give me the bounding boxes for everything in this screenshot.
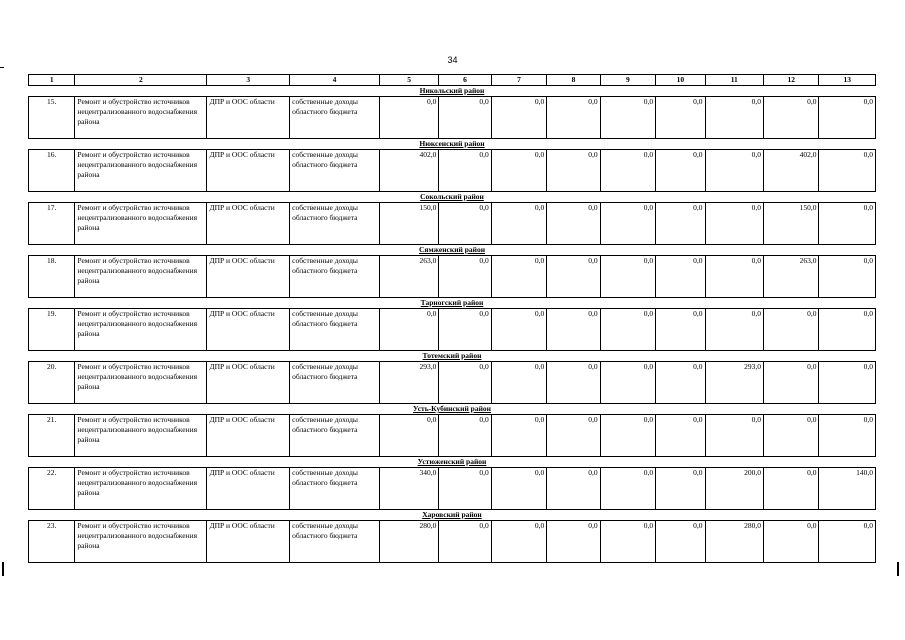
executor-cell: ДПР и ООС области (207, 468, 290, 510)
amount-cell: 293,0 (705, 362, 763, 404)
table-row (29, 309, 876, 351)
amount-cell: 0,0 (819, 415, 876, 457)
amount-cell: 150,0 (763, 203, 818, 245)
amount-cell: 293,0 (379, 362, 438, 404)
district-name: Нюксенский район (29, 139, 876, 150)
row-number: 19. (29, 309, 75, 351)
amount-cell: 0,0 (705, 256, 763, 298)
executor-cell: ДПР и ООС области (207, 362, 290, 404)
amount-cell: 0,0 (491, 362, 546, 404)
table-row (29, 97, 876, 139)
table-row (29, 521, 876, 563)
district-name: Тарногский район (29, 298, 876, 309)
amount-cell: 0,0 (379, 309, 438, 351)
funding-source-cell: собственные доходы областного бюджета (290, 362, 380, 404)
column-number: 13 (819, 75, 876, 86)
amount-cell: 140,0 (819, 468, 876, 510)
district-name: Тотемский район (29, 351, 876, 362)
amount-cell: 280,0 (705, 521, 763, 563)
column-number: 12 (763, 75, 818, 86)
amount-cell: 0,0 (547, 415, 600, 457)
funding-source-cell: собственные доходы областного бюджета (290, 468, 380, 510)
column-number: 1 (29, 75, 75, 86)
funding-source-cell: собственные доходы областного бюджета (290, 521, 380, 563)
amount-cell: 0,0 (819, 203, 876, 245)
scan-edge-mark (2, 562, 4, 576)
amount-cell: 263,0 (763, 256, 818, 298)
executor-cell: ДПР и ООС области (207, 97, 290, 139)
amount-cell: 402,0 (379, 150, 438, 192)
amount-cell: 0,0 (600, 309, 655, 351)
row-number: 16. (29, 150, 75, 192)
amount-cell: 0,0 (600, 256, 655, 298)
amount-cell: 0,0 (656, 150, 705, 192)
district-name: Никольский район (29, 86, 876, 97)
scan-edge-mark (897, 562, 899, 576)
amount-cell: 0,0 (600, 521, 655, 563)
amount-cell: 0,0 (491, 415, 546, 457)
district-header-row (29, 404, 876, 415)
action-cell: Ремонт и обустройство источников нецентрализованного водоснабжения района (75, 150, 207, 192)
row-number: 18. (29, 256, 75, 298)
district-header-row (29, 86, 876, 97)
page-number: 34 (447, 55, 458, 65)
amount-cell: 340,0 (379, 468, 438, 510)
amount-cell: 0,0 (547, 468, 600, 510)
amount-cell: 0,0 (600, 203, 655, 245)
executor-cell: ДПР и ООС области (207, 521, 290, 563)
amount-cell: 0,0 (600, 97, 655, 139)
amount-cell: 0,0 (547, 150, 600, 192)
row-number: 20. (29, 362, 75, 404)
column-number: 8 (547, 75, 600, 86)
amount-cell: 0,0 (656, 309, 705, 351)
amount-cell: 0,0 (705, 150, 763, 192)
amount-cell: 280,0 (379, 521, 438, 563)
action-cell: Ремонт и обустройство источников нецентрализованного водоснабжения района (75, 415, 207, 457)
amount-cell: 0,0 (439, 415, 491, 457)
amount-cell: 0,0 (763, 309, 818, 351)
district-header-row (29, 139, 876, 150)
amount-cell: 0,0 (547, 203, 600, 245)
amount-cell: 0,0 (763, 97, 818, 139)
row-number: 23. (29, 521, 75, 563)
amount-cell: 0,0 (439, 309, 491, 351)
district-header-row (29, 245, 876, 256)
amount-cell: 0,0 (763, 415, 818, 457)
scan-edge-mark (0, 67, 4, 68)
district-header-row (29, 192, 876, 203)
table-row (29, 203, 876, 245)
amount-cell: 0,0 (600, 362, 655, 404)
table-body (29, 75, 876, 563)
amount-cell: 0,0 (600, 468, 655, 510)
amount-cell: 0,0 (491, 203, 546, 245)
amount-cell: 0,0 (379, 415, 438, 457)
district-name: Сокольский район (29, 192, 876, 203)
amount-cell: 0,0 (763, 362, 818, 404)
amount-cell: 0,0 (491, 468, 546, 510)
amount-cell: 0,0 (656, 521, 705, 563)
amount-cell: 0,0 (439, 521, 491, 563)
table-row (29, 415, 876, 457)
table-row (29, 150, 876, 192)
action-cell: Ремонт и обустройство источников нецентрализованного водоснабжения района (75, 362, 207, 404)
table-row (29, 256, 876, 298)
district-name: Сямженский район (29, 245, 876, 256)
funding-source-cell: собственные доходы областного бюджета (290, 97, 380, 139)
executor-cell: ДПР и ООС области (207, 203, 290, 245)
column-number: 9 (600, 75, 655, 86)
amount-cell: 0,0 (819, 362, 876, 404)
action-cell: Ремонт и обустройство источников нецентрализованного водоснабжения района (75, 521, 207, 563)
amount-cell: 0,0 (656, 203, 705, 245)
funding-source-cell: собственные доходы областного бюджета (290, 256, 380, 298)
district-name: Усть-Кубинский район (29, 404, 876, 415)
executor-cell: ДПР и ООС области (207, 309, 290, 351)
amount-cell: 0,0 (705, 203, 763, 245)
amount-cell: 0,0 (819, 256, 876, 298)
amount-cell: 0,0 (656, 362, 705, 404)
amount-cell: 0,0 (439, 362, 491, 404)
amount-cell: 0,0 (491, 97, 546, 139)
amount-cell: 0,0 (439, 468, 491, 510)
amount-cell: 0,0 (705, 97, 763, 139)
column-number: 7 (491, 75, 546, 86)
amount-cell: 0,0 (439, 97, 491, 139)
amount-cell: 0,0 (439, 150, 491, 192)
amount-cell: 0,0 (705, 415, 763, 457)
amount-cell: 0,0 (547, 521, 600, 563)
district-header-row (29, 351, 876, 362)
column-number: 11 (705, 75, 763, 86)
row-number: 17. (29, 203, 75, 245)
budget-table (28, 74, 876, 563)
amount-cell: 0,0 (600, 415, 655, 457)
amount-cell: 0,0 (819, 521, 876, 563)
amount-cell: 0,0 (547, 256, 600, 298)
amount-cell: 263,0 (379, 256, 438, 298)
amount-cell: 0,0 (379, 97, 438, 139)
executor-cell: ДПР и ООС области (207, 256, 290, 298)
column-number: 5 (379, 75, 438, 86)
column-number: 3 (207, 75, 290, 86)
table-row (29, 362, 876, 404)
column-number: 10 (656, 75, 705, 86)
executor-cell: ДПР и ООС области (207, 150, 290, 192)
amount-cell: 0,0 (439, 203, 491, 245)
amount-cell: 0,0 (705, 309, 763, 351)
amount-cell: 0,0 (439, 256, 491, 298)
district-name: Устюженский район (29, 457, 876, 468)
district-header-row (29, 510, 876, 521)
amount-cell: 0,0 (547, 309, 600, 351)
action-cell: Ремонт и обустройство источников нецентрализованного водоснабжения района (75, 97, 207, 139)
district-header-row (29, 298, 876, 309)
amount-cell: 0,0 (763, 521, 818, 563)
amount-cell: 0,0 (763, 468, 818, 510)
row-number: 15. (29, 97, 75, 139)
funding-source-cell: собственные доходы областного бюджета (290, 150, 380, 192)
district-header-row (29, 457, 876, 468)
amount-cell: 0,0 (547, 97, 600, 139)
row-number: 21. (29, 415, 75, 457)
funding-source-cell: собственные доходы областного бюджета (290, 309, 380, 351)
amount-cell: 0,0 (819, 97, 876, 139)
funding-source-cell: собственные доходы областного бюджета (290, 415, 380, 457)
amount-cell: 0,0 (656, 97, 705, 139)
funding-source-cell: собственные доходы областного бюджета (290, 203, 380, 245)
table-row (29, 468, 876, 510)
amount-cell: 0,0 (656, 415, 705, 457)
amount-cell: 0,0 (491, 521, 546, 563)
amount-cell: 0,0 (819, 150, 876, 192)
amount-cell: 0,0 (491, 256, 546, 298)
amount-cell: 150,0 (379, 203, 438, 245)
column-number-row (29, 75, 876, 86)
row-number: 22. (29, 468, 75, 510)
amount-cell: 200,0 (705, 468, 763, 510)
amount-cell: 0,0 (491, 309, 546, 351)
executor-cell: ДПР и ООС области (207, 415, 290, 457)
amount-cell: 0,0 (547, 362, 600, 404)
column-number: 6 (439, 75, 491, 86)
column-number: 2 (75, 75, 207, 86)
amount-cell: 0,0 (600, 150, 655, 192)
amount-cell: 0,0 (656, 468, 705, 510)
amount-cell: 402,0 (763, 150, 818, 192)
amount-cell: 0,0 (491, 150, 546, 192)
column-number: 4 (290, 75, 380, 86)
action-cell: Ремонт и обустройство источников нецентрализованного водоснабжения района (75, 203, 207, 245)
action-cell: Ремонт и обустройство источников нецентрализованного водоснабжения района (75, 468, 207, 510)
amount-cell: 0,0 (656, 256, 705, 298)
amount-cell: 0,0 (819, 309, 876, 351)
action-cell: Ремонт и обустройство источников нецентрализованного водоснабжения района (75, 309, 207, 351)
action-cell: Ремонт и обустройство источников нецентрализованного водоснабжения района (75, 256, 207, 298)
district-name: Харовский район (29, 510, 876, 521)
